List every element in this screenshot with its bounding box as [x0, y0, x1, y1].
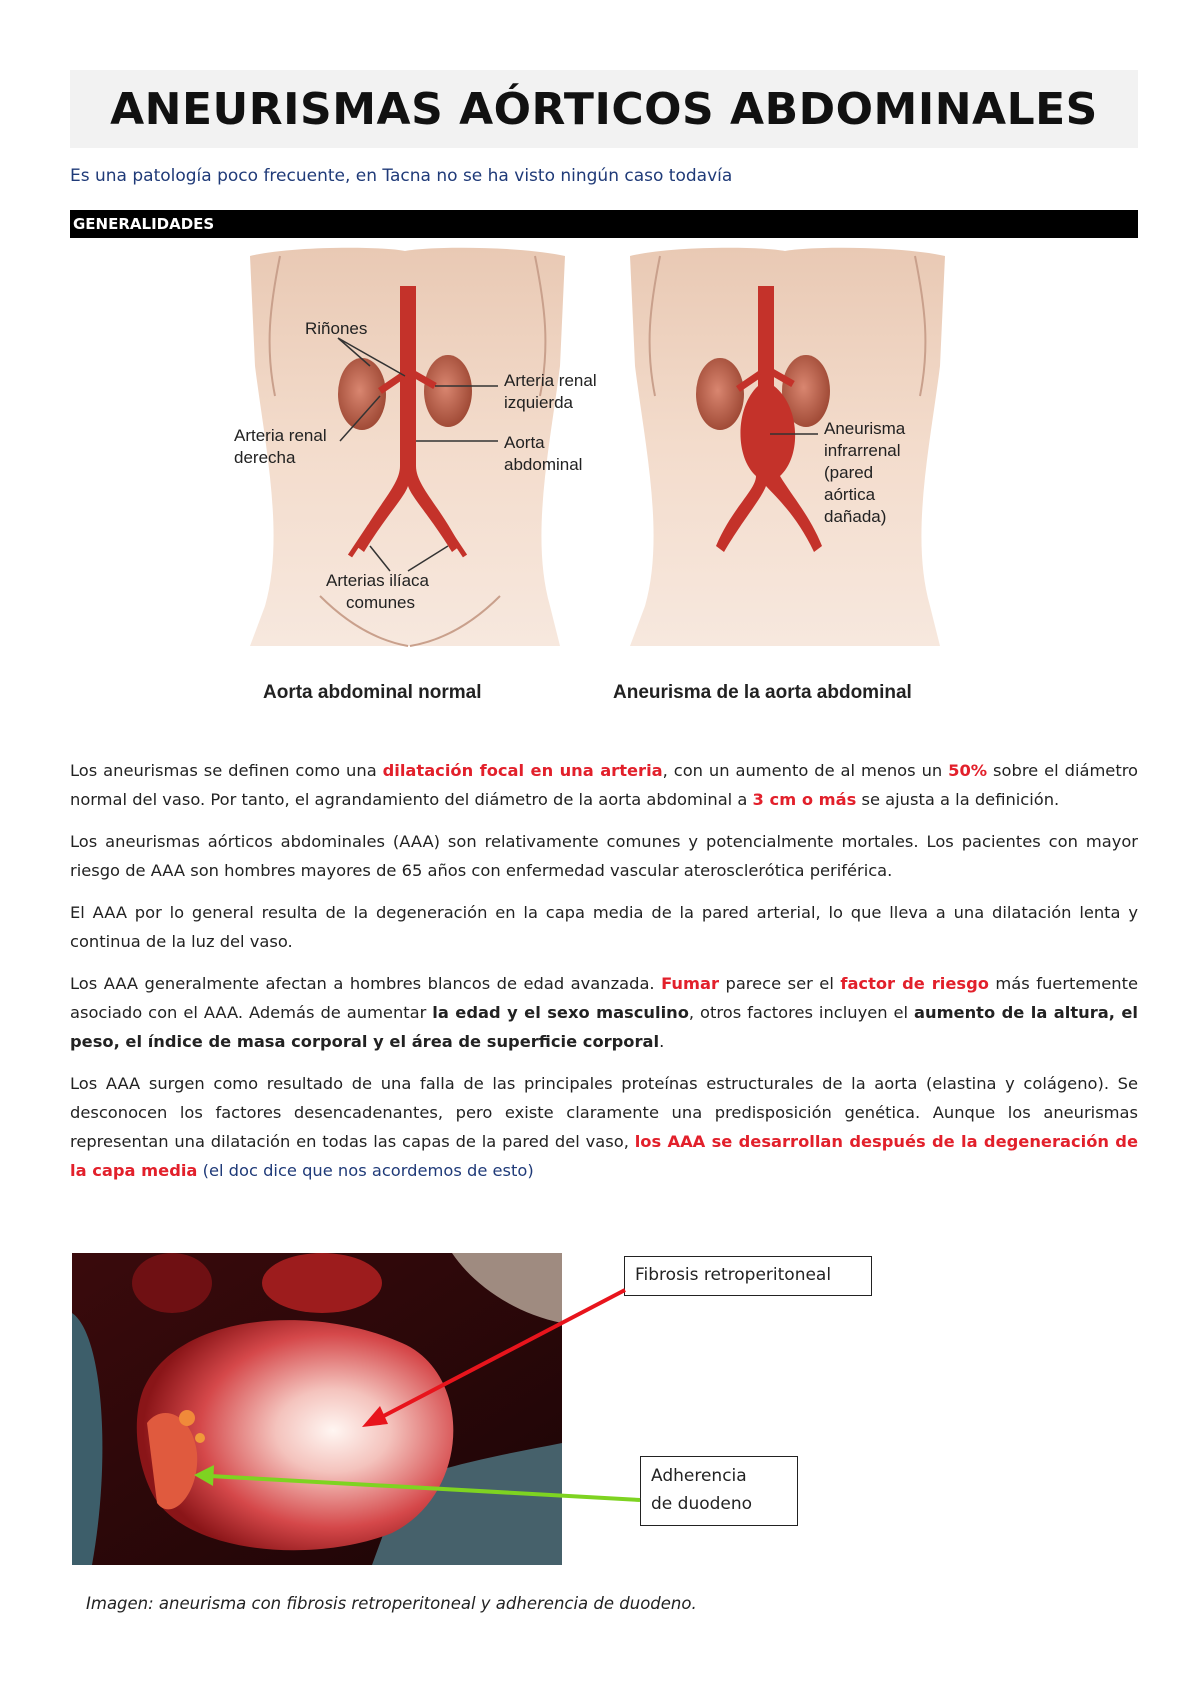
callout-adherencia-line2: de duodeno [651, 1494, 753, 1514]
p5-text-a: Los AAA surgen como resultado de una falla de las principales proteínas estructurales de la aorta (elastina y colágeno). Se desconocen los factores desencadenantes, pero existe claramente una predisposición genética. Aunque los aneurismas representan una dilatación en todas las capas de la pared del vaso, [70, 1074, 1138, 1151]
p4-bold-altura: aumento de la altura, el peso, el índice de masa corporal y el área de superficie corporal [70, 1003, 1138, 1051]
label-rinones: Riñones [305, 319, 368, 338]
p4-text-g: , otros factores incluyen el [688, 1003, 914, 1022]
caption-aneurysm: Aneurisma de la aorta abdominal [613, 682, 912, 703]
intro-text: Es una patología poco frecuente, en Tacna no se ha visto ningún caso todavía [70, 166, 733, 186]
p4-highlight-fumar: Fumar [661, 974, 719, 993]
section-header [70, 210, 1138, 238]
paragraph-definition [70, 756, 1138, 814]
p1-highlight-3cm: 3 cm o más [752, 790, 857, 809]
caption-normal: Aorta abdominal normal [263, 682, 482, 703]
label-aorta-1: Aorta [504, 433, 545, 452]
label-renal-izq-1: Arteria renal [504, 371, 597, 390]
page-title: ANEURISMAS AÓRTICOS ABDOMINALES [110, 83, 1098, 135]
p1-text-a: Los aneurismas se definen como una [70, 761, 383, 780]
paragraph-degeneracion: El AAA por lo general resulta de la degeneración en la capa media de la pared arterial, lo que lleva a una dilatación lenta y continua de la luz del vaso. [70, 903, 1138, 951]
label-aneurisma-2: infrarrenal [824, 441, 901, 460]
p4-text-i: . [659, 1032, 665, 1051]
p4-text-a: Los AAA generalmente afectan a hombres blancos de edad avanzada. [70, 974, 662, 993]
surgical-photo [72, 1253, 562, 1565]
label-iliacas-1: Arterias ilíaca [326, 571, 429, 590]
label-aneurisma-1: Aneurisma [824, 419, 906, 438]
label-renal-der-1: Arteria renal [234, 426, 327, 445]
label-renal-der-2: derecha [234, 448, 296, 467]
label-aorta-2: abdominal [504, 455, 583, 474]
label-aneurisma-5: dañada) [824, 507, 887, 526]
p4-bold-edad: la edad y el sexo masculino [432, 1003, 689, 1022]
paragraph-proteinas [70, 1069, 1138, 1185]
label-aneurisma-4: aórtica [824, 485, 876, 504]
section-title: GENERALIDADES [73, 215, 215, 233]
p5-highlight-capa-media: los AAA se desarrollan después de la degeneración de la capa media [70, 1132, 1138, 1180]
label-iliacas-2: comunes [346, 593, 415, 612]
p1-highlight-dilatacion: dilatación focal en una arteria [382, 761, 663, 780]
p1-text-g: se ajusta a la definición. [856, 790, 1060, 809]
callout-fibrosis-text: Fibrosis retroperitoneal [635, 1265, 832, 1285]
aorta-illustration [230, 246, 970, 726]
body-text [70, 756, 1138, 1198]
p4-highlight-factor: factor de riesgo [840, 974, 989, 993]
callout-fibrosis [624, 1256, 872, 1296]
p1-text-e: sobre el diámetro normal del vaso. Por tanto, el agrandamiento del diámetro de la aorta abdominal a [70, 761, 1138, 809]
p5-note: (el doc dice que nos acordemos de esto) [197, 1161, 534, 1180]
paragraph-factores [70, 969, 1138, 1056]
paragraph-aaa-riesgo: Los aneurismas aórticos abdominales (AAA) son relativamente comunes y potencialmente mortales. Los pacientes con mayor riesgo de AAA son hombres mayores de 65 años con enfermedad vascular aterosclerótica periférica. [70, 832, 1138, 880]
p1-highlight-50: 50% [948, 761, 988, 780]
label-aneurisma-3: (pared [824, 463, 874, 482]
callout-adherencia-line1: Adherencia [651, 1466, 747, 1486]
image-caption: Imagen: aneurisma con fibrosis retroperitoneal y adherencia de duodeno. [86, 1594, 697, 1613]
p4-text-c: parece ser el [719, 974, 841, 993]
p4-text-e: más fuertemente asociado con el AAA. Además de aumentar [70, 974, 1139, 1022]
callout-adherencia [640, 1456, 798, 1526]
label-renal-izq-2: izquierda [504, 393, 573, 412]
title-box [70, 70, 1138, 148]
p1-text-c: , con un aumento de al menos un [662, 761, 949, 780]
